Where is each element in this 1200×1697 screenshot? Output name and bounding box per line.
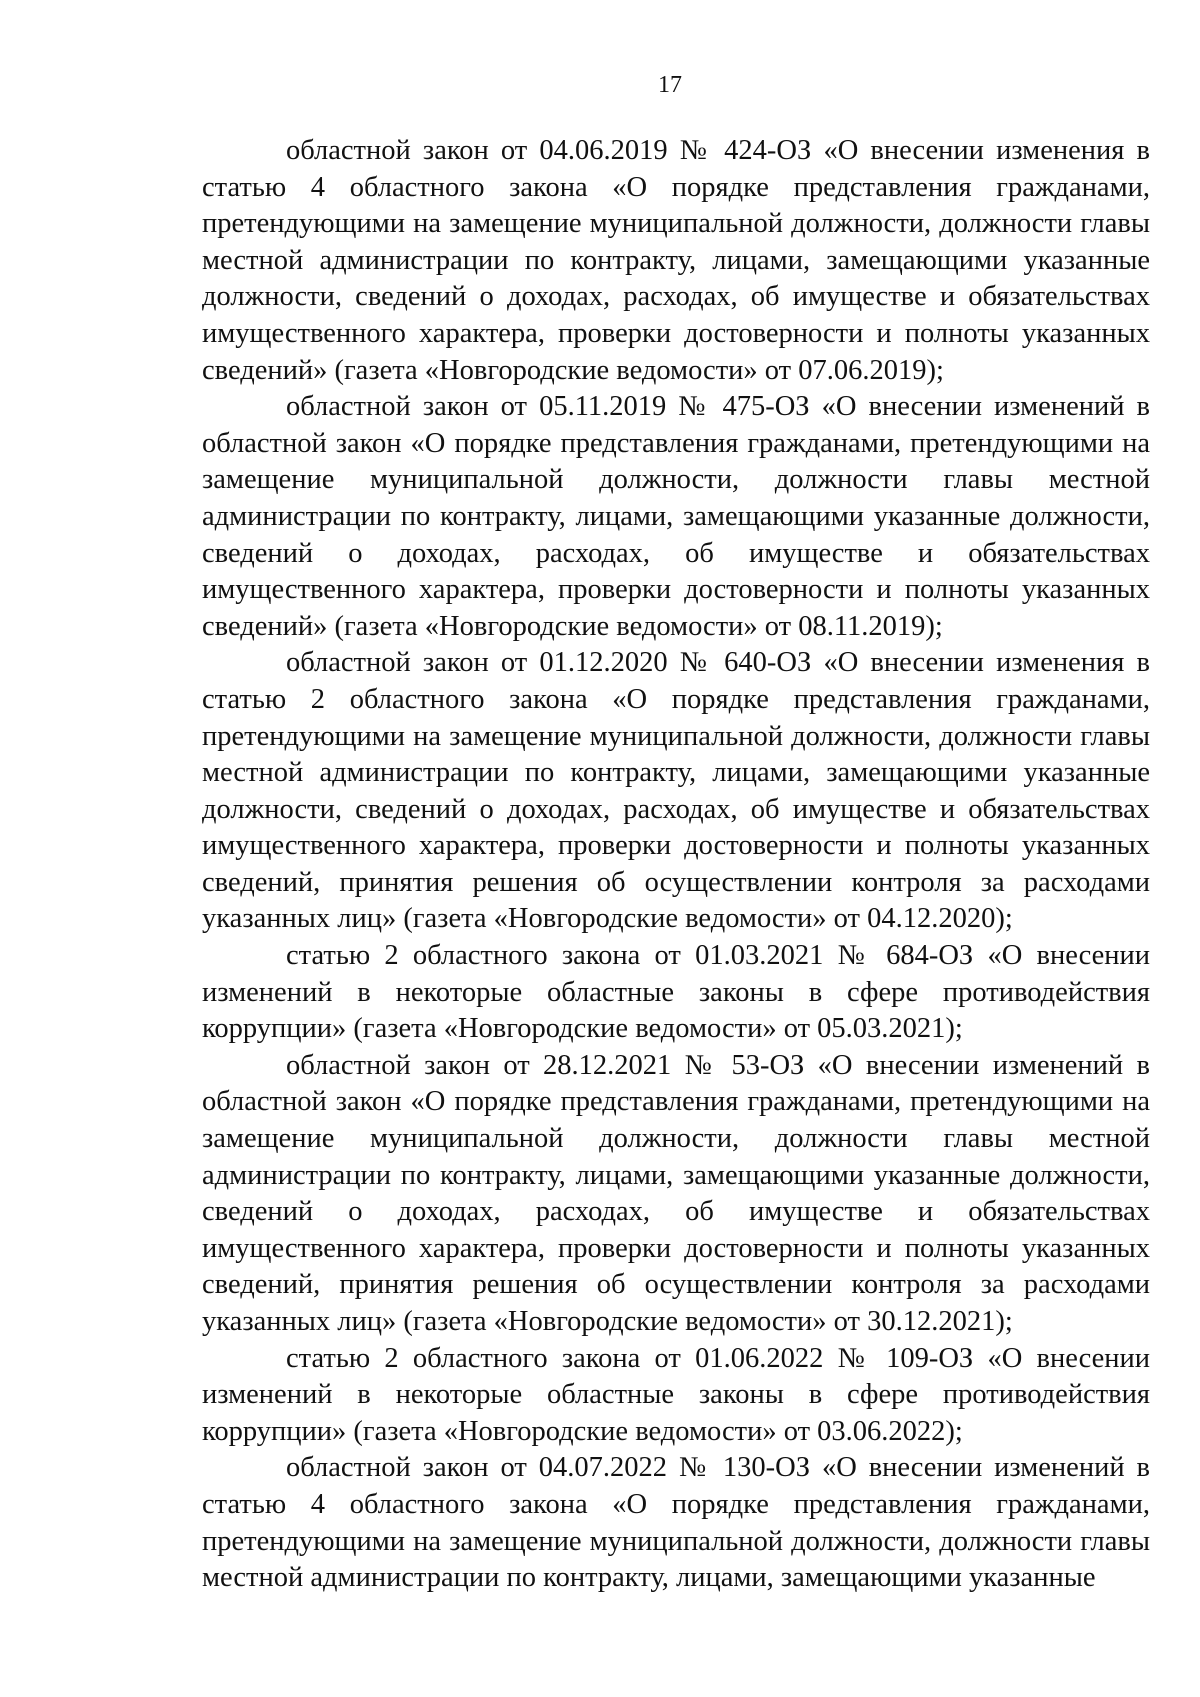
paragraph-law-130-oz: областной закон от 04.07.2022 № 130-ОЗ «О внесении изменений в статью 4 областного закона «О порядке представления гражданами, претендующими на замещение муниципальной должности, должности главы местной администрации по контракту, лицами, замещающими указанные xyxy=(202,1452,1150,1594)
paragraph-law-684-oz: статью 2 областного закона от 01.03.2021 № 684-ОЗ «О внесении изменений в некоторые областные законы в сфере противодействия коррупции» (газета «Новгородские ведомости» от 05.03.2021); xyxy=(202,940,1150,1045)
paragraph-law-109-oz: статью 2 областного закона от 01.06.2022 № 109-ОЗ «О внесении изменений в некоторые областные законы в сфере противодействия коррупции» (газета «Новгородские ведомости» от 03.06.2022); xyxy=(202,1342,1150,1447)
paragraph-law-424-oz: областной закон от 04.06.2019 № 424-ОЗ «О внесении изменения в статью 4 областного закона «О порядке представления гражданами, претендующими на замещение муниципальной должности, должности главы местной администрации по контракту, лицами, замещающими указанные должности, сведений о доходах, расходах, об имуществе и обязательствах имущественного характера, проверки достоверности и полноты указанных сведений» (газета «Новгородские ведомости» от 07.06.2019); xyxy=(202,135,1150,386)
paragraph-law-475-oz: областной закон от 05.11.2019 № 475-ОЗ «О внесении изменений в областной закон «О порядке представления гражданами, претендующими на замещение муниципальной должности, должности главы местной администрации по контракту, лицами, замещающими указанные должности, сведений о доходах, расходах, об имуществе и обязательствах имущественного характера, проверки достоверности и полноты указанных сведений» (газета «Новгородские ведомости» от 08.11.2019); xyxy=(202,391,1150,642)
paragraph-law-640-oz: областной закон от 01.12.2020 № 640-ОЗ «О внесении изменения в статью 2 областного закона «О порядке представления гражданами, претендующими на замещение муниципальной должности, должности главы местной администрации по контракту, лицами, замещающими указанные должности, сведений о доходах, расходах, об имуществе и обязательствах имущественного характера, проверки достоверности и полноты указанных сведений, принятия решения об осуществлении контроля за расходами указанных лиц» (газета «Новгородские ведомости» от 04.12.2020); xyxy=(202,647,1150,935)
page-number: 17 xyxy=(658,72,682,98)
paragraph-law-53-oz: областной закон от 28.12.2021 № 53-ОЗ «О внесении изменений в областной закон «О порядке представления гражданами, претендующими на замещение муниципальной должности, должности главы местной администрации по контракту, лицами, замещающими указанные должности, сведений о доходах, расходах, об имуществе и обязательствах имущественного характера, проверки достоверности и полноты указанных сведений, принятия решения об осуществлении контроля за расходами указанных лиц» (газета «Новгородские ведомости» от 30.12.2021); xyxy=(202,1049,1150,1337)
document-body xyxy=(202,133,1150,1597)
